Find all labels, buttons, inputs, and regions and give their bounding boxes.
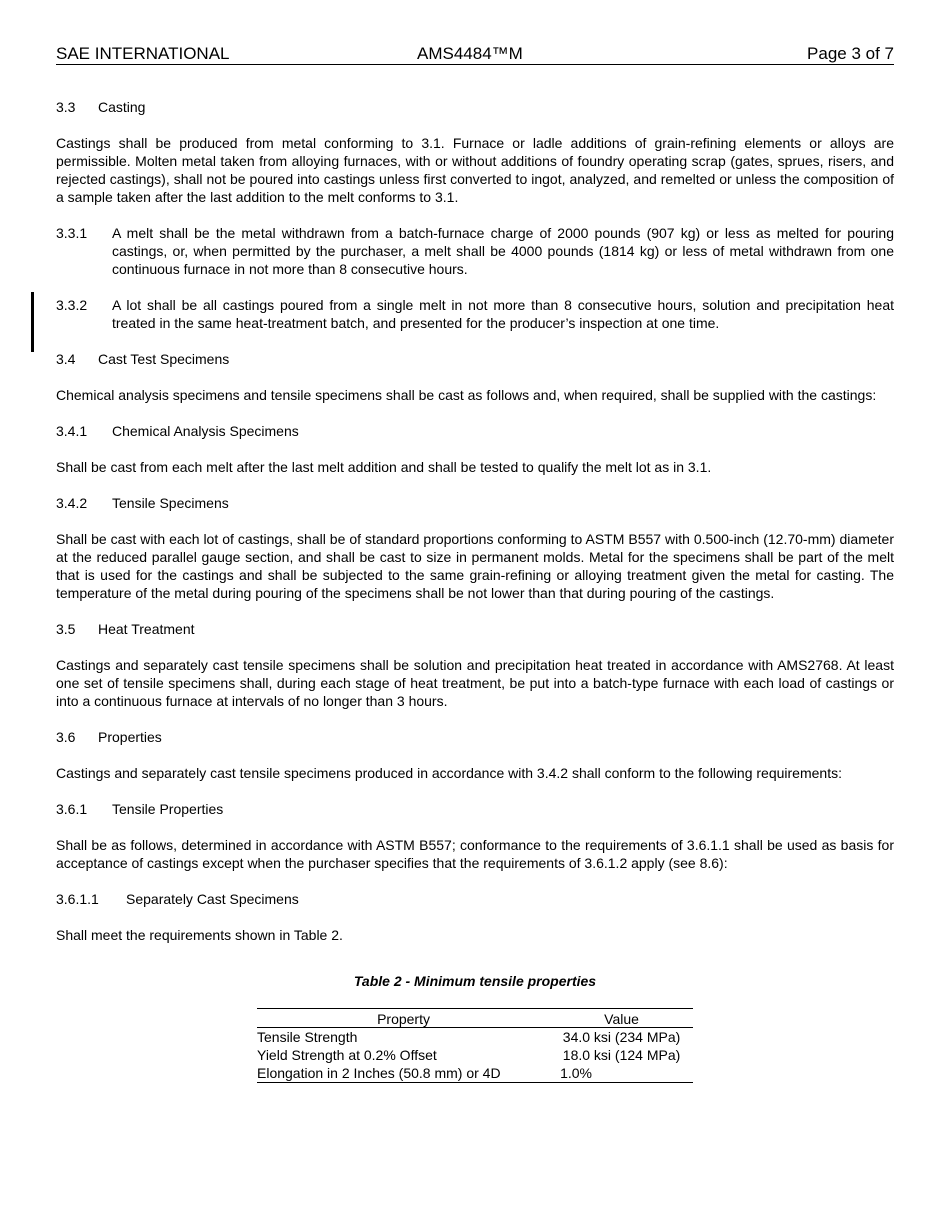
section-3-4-body: Chemical analysis specimens and tensile specimens shall be cast as follows and, when required, shall be supplied with the castings: <box>56 387 877 403</box>
section-title: Cast Test Specimens <box>98 351 230 367</box>
section-number: 3.4.1 <box>56 423 88 439</box>
section-title: Heat Treatment <box>98 621 195 637</box>
section-3-6-heading <box>56 728 894 746</box>
section-3-5-heading <box>56 620 894 638</box>
section-number: 3.3.2 <box>56 297 88 313</box>
table-row <box>257 1028 693 1047</box>
page-content <box>56 98 894 1083</box>
section-3-4-heading <box>56 350 894 368</box>
section-3-3-body: Castings shall be produced from metal conforming to 3.1. Furnace or ladle additions of grain-refining elements or alloys are permissible. Molten metal taken from alloying furnaces, with or without additions of foundry operating scrap (gates, sprues, risers, and rejected castings), shall not be poured into castings unless first converted to ingot, analyzed, and remelted or unless the composition of a sample taken after the last addition to the melt conforms to 3.1. <box>56 135 894 205</box>
page-header <box>56 42 894 65</box>
section-number: 3.4 <box>56 351 76 367</box>
value-cell: 34.0 ksi (234 MPa) <box>562 1029 681 1045</box>
section-3-3-1 <box>56 224 894 278</box>
section-title: Separately Cast Specimens <box>126 891 299 907</box>
revision-change-bar <box>31 292 34 352</box>
table-caption: Table 2 - Minimum tensile properties <box>353 973 597 989</box>
section-title: Properties <box>98 729 162 745</box>
property-cell: Elongation in 2 Inches (50.8 mm) or 4D <box>257 1064 550 1083</box>
column-header-property: Property <box>257 1009 550 1028</box>
column-header-value: Value <box>550 1009 693 1028</box>
section-3-4-1-body: Shall be cast from each melt after the last melt addition and shall be tested to qualify the melt lot as in 3.1. <box>56 459 712 475</box>
section-body: A melt shall be the metal withdrawn from a batch-furnace charge of 2000 pounds (907 kg) or less as melted for pouring castings, or, when permitted by the purchaser, a melt shall be 4000 pounds (1814 kg) or less of metal withdrawn from one continuous furnace in not more than 8 consecutive hours. <box>112 225 894 277</box>
tensile-properties-table <box>257 1008 693 1083</box>
header-organization: SAE INTERNATIONAL <box>56 44 230 63</box>
section-title: Casting <box>98 99 146 115</box>
section-3-3-heading <box>56 98 894 116</box>
header-page-number: Page 3 of 7 <box>807 44 894 63</box>
section-3-6-1-heading <box>56 800 894 818</box>
header-document-number: AMS4484™M <box>417 44 523 63</box>
section-3-6-1-1-body: Shall meet the requirements shown in Table 2. <box>56 927 343 943</box>
section-number: 3.6 <box>56 729 76 745</box>
property-cell: Yield Strength at 0.2% Offset <box>257 1047 437 1063</box>
section-3-6-1-body: Shall be as follows, determined in accordance with ASTM B557; conformance to the requirements of 3.6.1.1 shall be used as basis for acceptance of castings except when the purchaser specifies that the requirements of 3.6.1.2 apply (see 8.6): <box>56 837 894 871</box>
value-cell: 18.0 ksi (124 MPa) <box>562 1047 681 1063</box>
value-cell: 1.0% <box>550 1064 693 1083</box>
section-title: Tensile Specimens <box>112 495 229 511</box>
section-title: Chemical Analysis Specimens <box>112 423 299 439</box>
section-3-6-body: Castings and separately cast tensile specimens produced in accordance with 3.4.2 shall conform to the following requirements: <box>56 765 842 781</box>
section-3-4-2-body: Shall be cast with each lot of castings, shall be of standard proportions conforming to ASTM B557 with 0.500-inch (12.70-mm) diameter at the reduced parallel gauge section, and shall be cast to size in permanent molds. Metal for the specimens shall be part of the melt that is used for the castings and shall be subjected to the same grain-refining or alloying treatment given the metal for casting. The temperature of the metal during pouring of the specimens shall be not lower than that during pouring of the castings. <box>56 531 894 601</box>
table-row <box>257 1046 693 1064</box>
document-page <box>56 42 894 1083</box>
section-number: 3.6.1.1 <box>56 891 99 907</box>
section-3-4-1-heading <box>56 422 894 440</box>
table-header-row <box>257 1009 693 1028</box>
section-number: 3.6.1 <box>56 801 88 817</box>
table-row <box>257 1064 693 1083</box>
section-body: A lot shall be all castings poured from a single melt in not more than 8 consecutive hours, solution and precipitation heat treated in the same heat-treatment batch, and presented for the producer’s inspection at one time. <box>112 297 894 331</box>
section-number: 3.4.2 <box>56 495 88 511</box>
section-3-3-2 <box>56 296 894 332</box>
property-cell: Tensile Strength <box>257 1029 358 1045</box>
section-title: Tensile Properties <box>112 801 224 817</box>
section-3-5-body: Castings and separately cast tensile specimens shall be solution and precipitation heat treated in accordance with AMS2768. At least one set of tensile specimens shall, during each stage of heat treatment, be put into a batch-type furnace with each load of castings or into a continuous furnace at intervals of no longer than 3 hours. <box>56 657 894 709</box>
section-3-6-1-1-heading <box>56 890 894 908</box>
section-3-4-2-heading <box>56 494 894 512</box>
section-number: 3.5 <box>56 621 76 637</box>
section-number: 3.3 <box>56 99 76 115</box>
section-number: 3.3.1 <box>56 225 88 241</box>
